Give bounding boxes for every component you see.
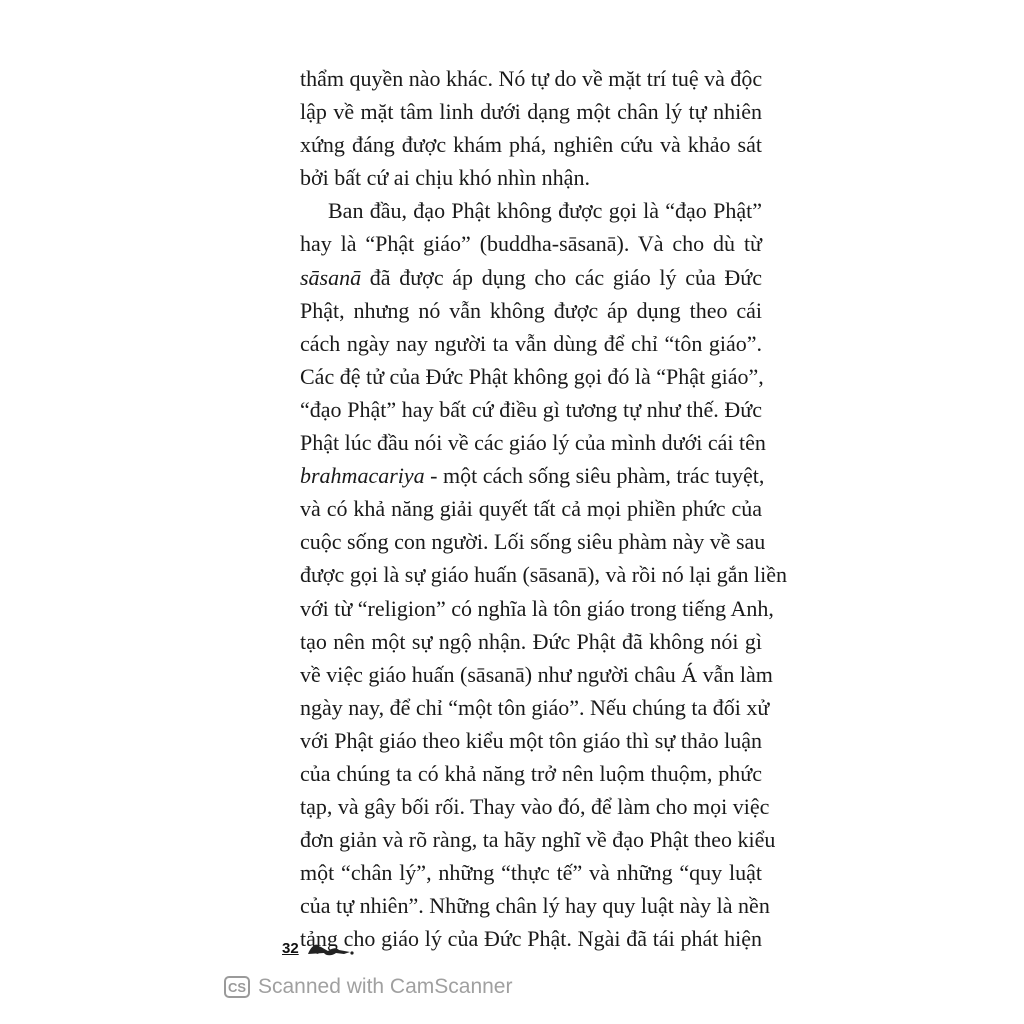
text-line: Ban đầu, đạo Phật không được gọi là “đạo Phật” xyxy=(328,198,762,224)
text-line: thẩm quyền nào khác. Nó tự do về mặt trí tuệ và độc xyxy=(300,66,763,91)
page-number: 32 xyxy=(282,940,299,957)
page-ornament-icon xyxy=(306,938,356,960)
text-line: của chúng ta có khả năng trở nên luộm thuộm, phức xyxy=(300,760,762,786)
text-line: sāsanā đã được áp dụng cho các giáo lý của Đức xyxy=(300,264,762,290)
body-text xyxy=(300,62,787,956)
text-line: “đạo Phật” hay bất cứ điều gì tương tự như thế. Đức xyxy=(300,396,762,422)
text-line: và có khả năng giải quyết tất cả mọi phiền phức của xyxy=(300,496,762,522)
text-line: brahmacariya - một cách sống siêu phàm, trác tuyệt, xyxy=(300,463,765,489)
text-line: ngày nay, để chỉ “một tôn giáo”. Nếu chúng ta đối xử xyxy=(300,694,770,720)
text-line: lập về mặt tâm linh dưới dạng một chân lý tự nhiên xyxy=(300,99,762,125)
text-line: về việc giáo huấn (sāsanā) như người châu Á vẫn làm xyxy=(300,661,773,687)
text-line: tạo nên một sự ngộ nhận. Đức Phật đã không nói gì xyxy=(300,628,762,654)
text-line: với từ “religion” có nghĩa là tôn giáo trong tiếng Anh, xyxy=(300,595,774,621)
text-line: Phật, nhưng nó vẫn không được áp dụng theo cái xyxy=(300,297,762,323)
text-line: với Phật giáo theo kiểu một tôn giáo thì sự thảo luận xyxy=(300,727,762,753)
text-line: Phật lúc đầu nói về các giáo lý của mình dưới cái tên xyxy=(300,430,766,456)
text-line: cuộc sống con người. Lối sống siêu phàm này về sau xyxy=(300,529,766,555)
text-line: cách ngày nay người ta vẫn dùng để chỉ “tôn giáo”. xyxy=(300,330,762,356)
text-line: tảng cho giáo lý của Đức Phật. Ngài đã tái phát hiện xyxy=(300,926,762,952)
text-line: đơn giản và rõ ràng, ta hãy nghĩ về đạo Phật theo kiểu xyxy=(300,827,776,853)
watermark-text: Scanned with CamScanner xyxy=(258,975,513,998)
text-line: hay là “Phật giáo” (buddha-sāsanā). Và cho dù từ xyxy=(300,231,762,257)
text-line: của tự nhiên”. Những chân lý hay quy luật này là nền xyxy=(300,893,770,919)
text-line: bởi bất cứ ai chịu khó nhìn nhận. xyxy=(300,165,590,191)
text-line: một “chân lý”, những “thực tế” và những “quy luật xyxy=(300,860,762,886)
text-line: Các đệ tử của Đức Phật không gọi đó là “Phật giáo”, xyxy=(300,363,764,389)
camscanner-watermark xyxy=(224,975,512,999)
text-line: xứng đáng được khám phá, nghiên cứu và khảo sát xyxy=(300,132,762,158)
camscanner-logo-icon: CS xyxy=(224,976,250,998)
text-line: được gọi là sự giáo huấn (sāsanā), và rồi nó lại gắn liền xyxy=(300,562,787,588)
text-line: tạp, và gây bối rối. Thay vào đó, để làm cho mọi việc xyxy=(300,794,770,820)
